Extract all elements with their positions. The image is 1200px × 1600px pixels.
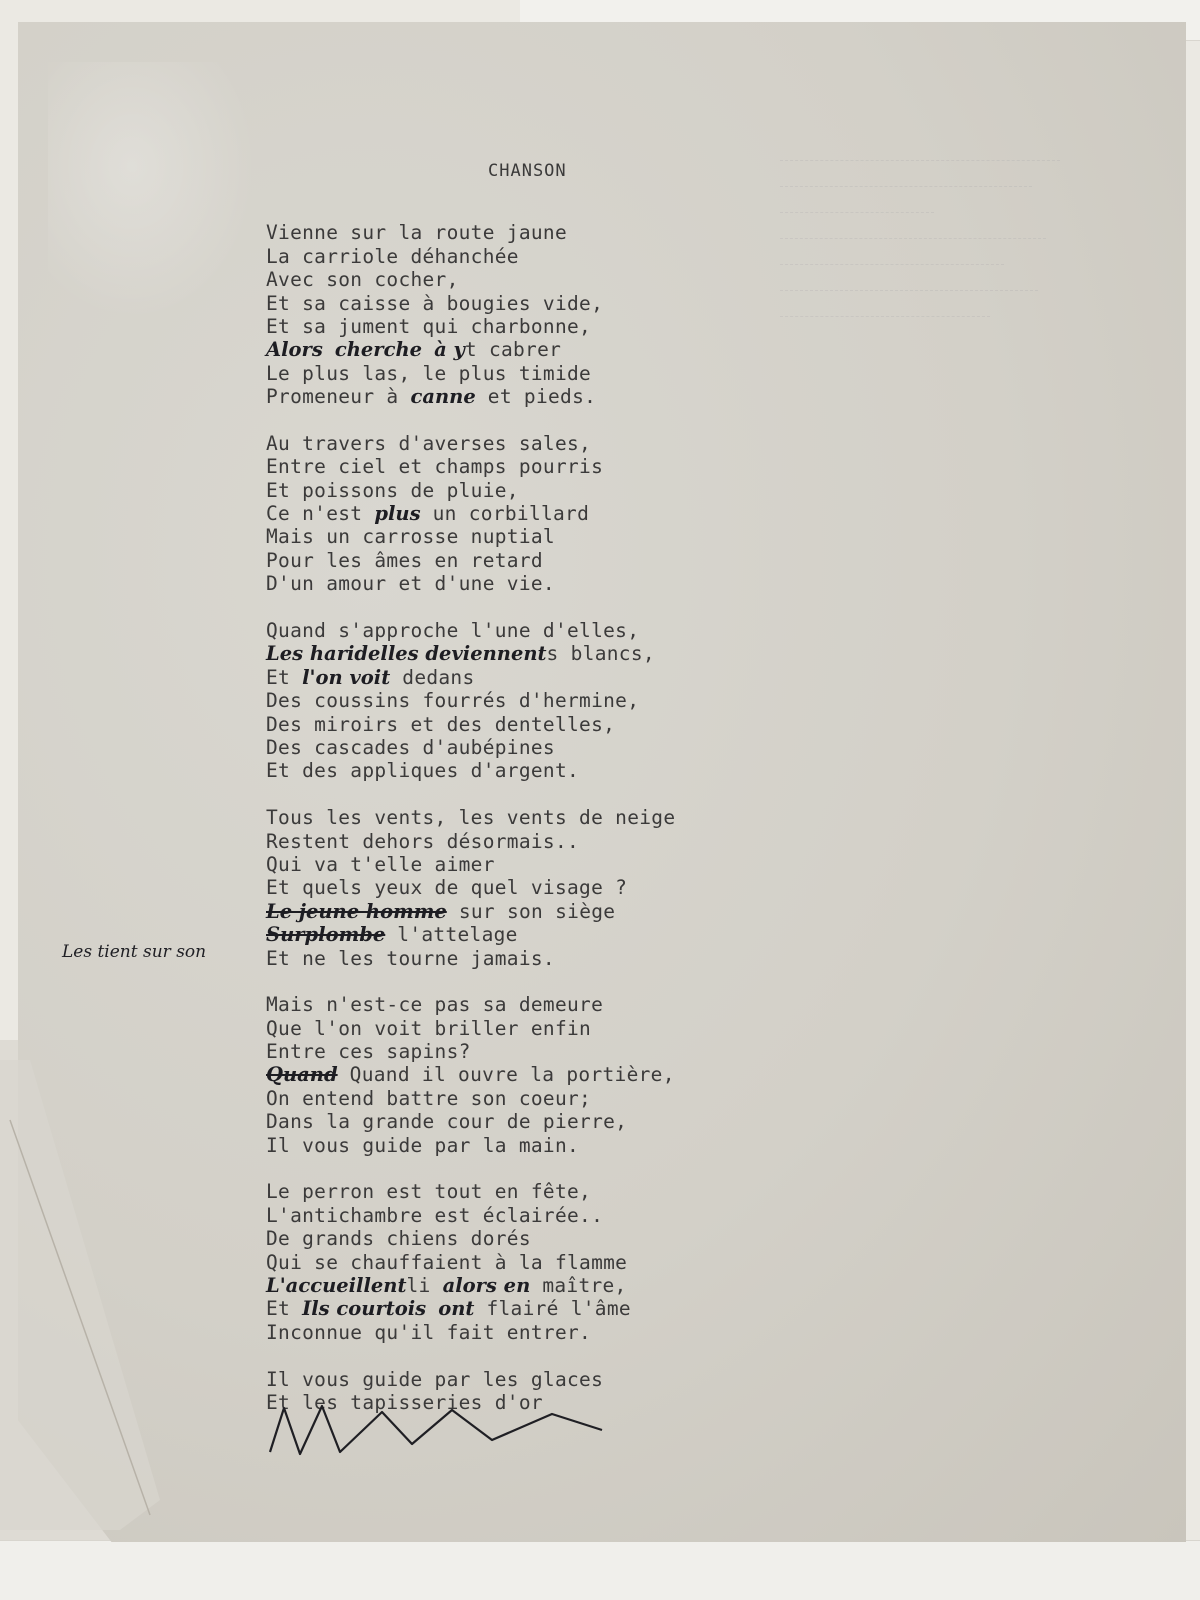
typed-text: li: [406, 1273, 443, 1297]
poem-line: [266, 713, 866, 736]
typed-text: Promeneur à: [266, 385, 411, 409]
typed-text: Quand il ouvre la portière,: [337, 1063, 675, 1087]
typed-text: D'un amour et d'une vie.: [266, 572, 555, 596]
handwritten-correction: plus: [374, 502, 421, 526]
typed-text: Des miroirs et des dentelles,: [266, 712, 616, 736]
handwritten-correction: Alors: [266, 338, 323, 362]
poem-line: [266, 689, 866, 712]
poem-line: [266, 666, 866, 689]
typed-text: Restent dehors désormais..: [266, 829, 580, 853]
poem-line: [266, 900, 866, 923]
stanza: [266, 993, 866, 1157]
poem-line: [266, 362, 866, 385]
poem-title: CHANSON: [488, 161, 567, 181]
poem-line: [266, 876, 866, 899]
handwritten-correction: cherche: [334, 338, 423, 362]
typed-text: Et sa caisse à bougies vide,: [266, 291, 604, 315]
handwritten-correction: Les haridelles deviennent: [266, 642, 547, 666]
poem-line: [266, 1017, 866, 1040]
typed-text: Et des appliques d'argent.: [266, 759, 580, 783]
typed-text: t cabrer: [464, 338, 562, 362]
poem-line: [266, 1180, 866, 1203]
typed-text: Et poissons de pluie,: [266, 478, 519, 502]
typed-text: Et: [266, 1297, 303, 1321]
poem-line: [266, 432, 866, 455]
typed-text: Et sa jument qui charbonne,: [266, 314, 592, 338]
typed-text: dedans: [390, 665, 475, 689]
background-sheet-bottom: [0, 1540, 1200, 1600]
poem-line: [266, 292, 866, 315]
poem-line: [266, 221, 866, 244]
typed-text: Le perron est tout en fête,: [266, 1180, 592, 1204]
typed-text: Et les tapisseries d'or: [266, 1390, 543, 1414]
poem-line: [266, 1321, 866, 1344]
typed-text: s blancs,: [546, 642, 655, 666]
poem-line: [266, 315, 866, 338]
typed-text: Dans la grande cour de pierre,: [266, 1110, 628, 1134]
poem-line: [266, 1063, 866, 1086]
poem-line: [266, 1227, 866, 1250]
handwritten-correction: L'accueillent: [266, 1273, 407, 1297]
typed-text: Pour les âmes en retard: [266, 548, 543, 572]
poem-line: [266, 1274, 866, 1297]
struck-handwritten-text: Quand: [266, 1063, 338, 1087]
folded-corner: [0, 1060, 170, 1530]
poem-line: [266, 338, 866, 361]
typed-text: flairé l'âme: [474, 1297, 631, 1321]
typed-text: [323, 338, 335, 361]
poem-line: [266, 572, 866, 595]
typed-text: Et: [266, 665, 303, 689]
handwritten-margin-note: Les tient sur son: [62, 942, 207, 962]
typed-text: Il vous guide par les glaces: [266, 1367, 604, 1391]
stanza: [266, 619, 866, 783]
poem-line: [266, 1087, 866, 1110]
typed-text: Le plus las, le plus timide: [266, 361, 592, 385]
typed-text: Des cascades d'aubépines: [266, 736, 555, 759]
typed-text: Au travers d'averses sales,: [266, 431, 592, 455]
typed-text: Entre ces sapins?: [266, 1040, 471, 1064]
poem-line: [266, 1134, 866, 1157]
poem-line: [266, 1368, 866, 1391]
handwritten-correction: Ils courtois: [302, 1297, 427, 1321]
poem-line: [266, 455, 866, 478]
typed-text: Inconnue qu'il fait entrer.: [266, 1320, 592, 1344]
typed-text: Entre ciel et champs pourris: [266, 455, 604, 479]
typed-text: Et quels yeux de quel visage ?: [266, 876, 628, 900]
typed-text: La carriole déhanchée: [266, 244, 519, 268]
poem-line: [266, 525, 866, 548]
poem-line: [266, 736, 866, 759]
poem-line: [266, 1251, 866, 1274]
poem-line: [266, 1297, 866, 1320]
stanza: [266, 1180, 866, 1344]
stanza: [266, 806, 866, 970]
typed-text: Des coussins fourrés d'hermine,: [266, 689, 640, 713]
typed-text: De grands chiens dorés: [266, 1227, 531, 1251]
poem-line: [266, 1204, 866, 1227]
typed-text: et pieds.: [475, 385, 597, 409]
typed-text: Vienne sur la route jaune: [266, 221, 567, 245]
poem-line: [266, 502, 866, 525]
poem-line: [266, 1110, 866, 1133]
poem-line: [266, 245, 866, 268]
poem-line: [266, 947, 866, 970]
handwritten-correction: canne: [410, 385, 476, 409]
typed-text: Qui va t'elle aimer: [266, 852, 495, 876]
handwritten-correction: à y: [434, 338, 465, 362]
typed-text: maître,: [530, 1273, 627, 1297]
typed-text: sur son siège: [446, 899, 616, 923]
typed-text: Quand s'approche l'une d'elles,: [266, 619, 640, 643]
poem-line: [266, 923, 866, 946]
typed-text: [426, 1297, 438, 1320]
poem-line: [266, 759, 866, 782]
typed-text: un corbillard: [420, 502, 590, 526]
poem-line: [266, 479, 866, 502]
poem-line: [266, 1040, 866, 1063]
poem-line: [266, 619, 866, 642]
typed-text: l'attelage: [385, 923, 518, 947]
paper-crease: [48, 62, 258, 322]
typed-text: Ce n'est: [266, 502, 375, 526]
typed-text: Mais un carrosse nuptial: [266, 525, 555, 549]
poem-line: [266, 993, 866, 1016]
stanza: [266, 221, 866, 408]
typed-text: Mais n'est-ce pas sa demeure: [266, 993, 604, 1017]
typed-text: L'antichambre est éclairée..: [266, 1203, 604, 1227]
poem-line: [266, 806, 866, 829]
typed-text: Tous les vents, les vents de neige: [266, 806, 676, 830]
handwritten-correction: alors en: [442, 1273, 531, 1297]
typed-text: [422, 338, 434, 361]
poem-line: [266, 549, 866, 572]
typed-text: Que l'on voit briller enfin: [266, 1016, 592, 1040]
struck-handwritten-text: Le jeune homme: [266, 899, 447, 923]
poem-line: [266, 853, 866, 876]
typed-text: On entend battre son coeur;: [266, 1086, 592, 1110]
poem-line: [266, 268, 866, 291]
poem-body: [266, 160, 866, 1438]
poem-line: [266, 385, 866, 408]
struck-handwritten-text: Surplombe: [266, 923, 386, 947]
typed-text: Qui se chauffaient à la flamme: [266, 1250, 628, 1274]
handwritten-correction: ont: [438, 1297, 475, 1321]
poem-line: [266, 642, 866, 665]
poem-line: [266, 830, 866, 853]
stanza: [266, 432, 866, 596]
typed-text: Il vous guide par la main.: [266, 1133, 580, 1157]
typed-text: Et ne les tourne jamais.: [266, 946, 555, 970]
handwritten-correction: l'on voit: [302, 665, 391, 689]
typed-text: Avec son cocher,: [266, 268, 459, 292]
cancellation-scribble: [262, 1400, 622, 1460]
